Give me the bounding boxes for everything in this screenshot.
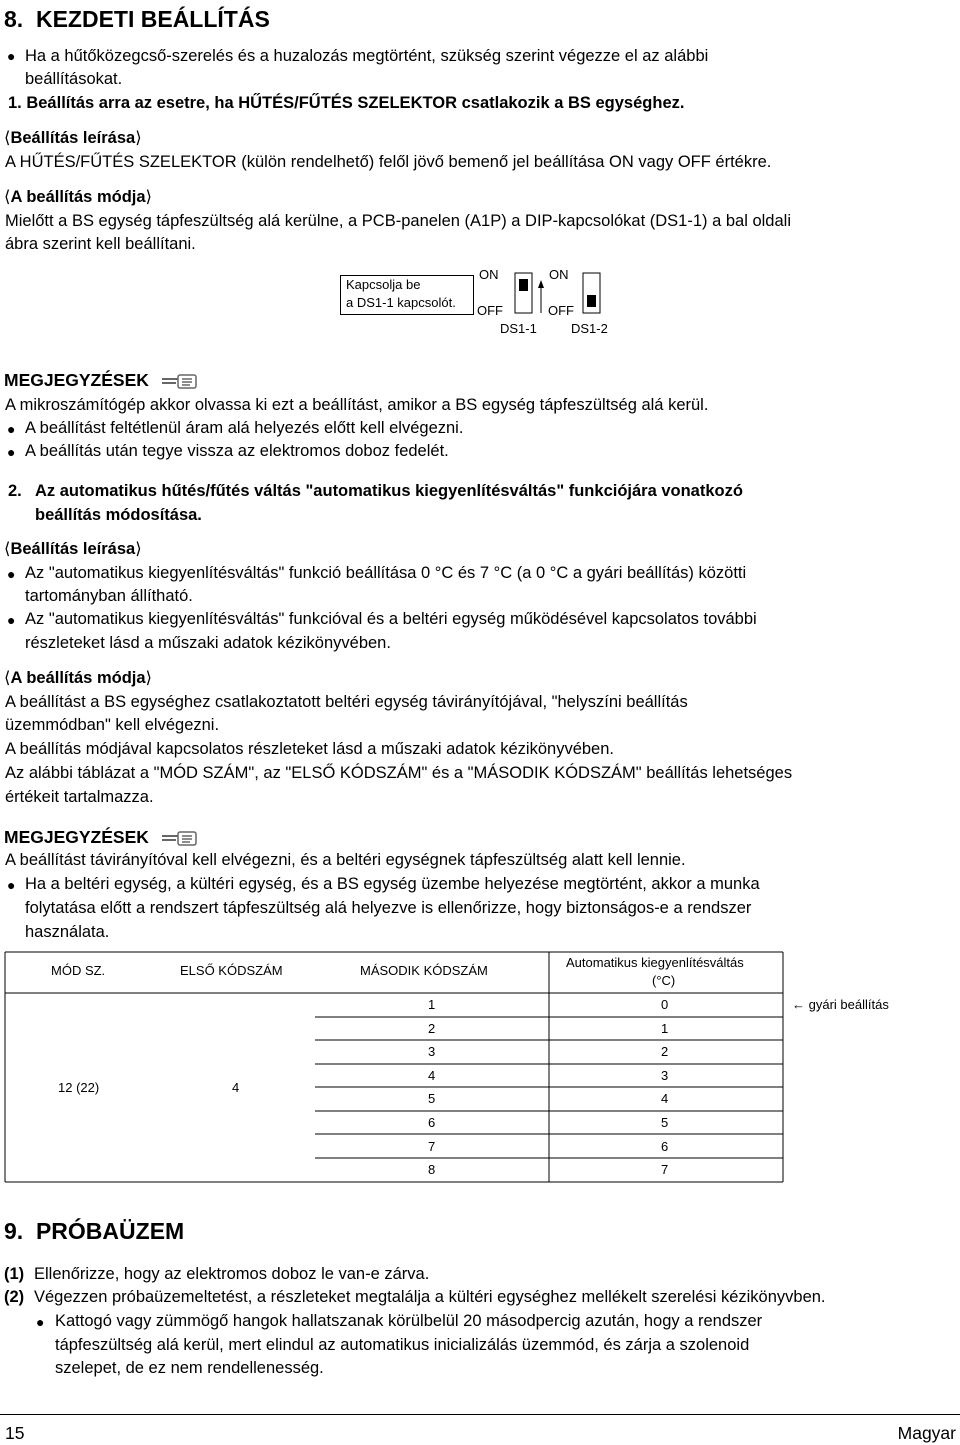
desc-heading-1: ⟨Beállítás leírása⟩ — [4, 129, 142, 147]
factory-setting-label: gyári beállítás — [808, 997, 889, 1012]
note-1-bullet-2: A beállítás után tegye vissza az elektromos doboz fedelét. — [25, 442, 449, 460]
desc-heading-2: ⟨Beállítás leírása⟩ — [4, 540, 142, 558]
desc-2-bullet-1-line2: tartományban állítható. — [25, 587, 193, 605]
footer-page-number: 15 — [5, 1423, 25, 1443]
mode-2-line3: A beállítás módjával kapcsolatos részleteket lásd a műszaki adatok kézikönyvében. — [5, 740, 614, 758]
step-2-bullet-line1: Kattogó vagy zümmögő hangok hallatszanak körülbelül 20 másodpercig azután, hogy a rendszer — [55, 1312, 763, 1330]
table-header-unit: (°C) — [652, 973, 676, 988]
factory-setting-note — [792, 997, 889, 1012]
step-2-bullet-line2: tápfeszültség alá kerül, mert elindul az automatikus inicializálás üzemmód, és zárja a szolenoid — [55, 1336, 750, 1354]
ds1-1-label: DS1-1 — [500, 321, 537, 336]
section-9-number: 9. — [4, 1218, 24, 1244]
desc-2-bullet-1-line1: Az "automatikus kiegyenlítésváltás" funkció beállítása 0 °C és 7 °C (a 0 °C a gyári beállítás) közötti — [25, 564, 747, 582]
table-cell-changeover-value: 1 — [661, 1020, 669, 1036]
table-header-auto-changeover: Automatikus kiegyenlítésváltás — [566, 955, 744, 970]
section-8-heading — [4, 6, 270, 33]
mode-heading-2: ⟨A beállítás módja⟩ — [4, 669, 152, 687]
item-2-number: 2. — [8, 482, 22, 500]
ds1-1-switch-icon — [510, 270, 550, 320]
footer-language: Magyar — [897, 1423, 956, 1443]
section-9-heading — [4, 1218, 184, 1245]
callout-line1: Kapcsolja be — [346, 277, 421, 292]
table-header-second-code: MÁSODIK KÓDSZÁM — [360, 963, 488, 978]
callout-line2: a DS1-1 kapcsolót. — [346, 295, 456, 310]
footer-rule — [0, 1414, 960, 1415]
bullet-dot: ● — [7, 421, 16, 437]
note-hand-icon — [160, 372, 200, 390]
table-cell-changeover-value: 2 — [661, 1044, 669, 1060]
step-1-text: Ellenőrizze, hogy az elektromos doboz le van-e zárva. — [34, 1265, 430, 1283]
arrow-left-icon: ← — [792, 997, 805, 1012]
table-first-code-value: 4 — [232, 1080, 240, 1095]
mode-2-line2: üzemmódban" kell elvégezni. — [5, 716, 220, 734]
intro-text-line2: beállításokat. — [25, 70, 123, 88]
section-8-number: 8. — [4, 6, 24, 32]
step-1-number: (1) — [4, 1265, 25, 1283]
note-1-text: A mikroszámítógép akkor olvassa ki ezt a beállítást, amikor a BS egység tápfeszültség alá kerül. — [5, 396, 709, 414]
table-cell-changeover-value: 6 — [661, 1138, 669, 1154]
item-2-title-line1: Az automatikus hűtés/fűtés váltás "automatikus kiegyenlítésváltás" funkciójára vonatkozó — [35, 482, 743, 500]
desc-text-1: A HŰTÉS/FŰTÉS SZELEKTOR (külön rendelhető) felől jövő bemenő jel beállítása ON vagy OFF értékre. — [5, 153, 772, 171]
bullet-dot: ● — [7, 444, 16, 460]
table-cell-second-code: 3 — [428, 1044, 436, 1060]
bullet-dot: ● — [7, 566, 16, 582]
note-2-heading: MEGJEGYZÉSEK — [4, 825, 200, 849]
bullet-dot: ● — [36, 1314, 45, 1330]
section-9-title: PRÓBAÜZEM — [35, 1218, 185, 1244]
table-cell-second-code: 1 — [428, 997, 436, 1012]
desc-2-bullet-2-line1: Az "automatikus kiegyenlítésváltás" funkcióval és a beltéri egység működésével kapcsolatos további — [25, 610, 757, 628]
table-cell-second-code: 8 — [428, 1162, 436, 1178]
ds1-2-label: DS1-2 — [571, 321, 608, 336]
mode-heading-1: ⟨A beállítás módja⟩ — [4, 188, 152, 206]
bullet-dot: ● — [7, 48, 16, 64]
ds1-1-off-label: OFF — [477, 303, 503, 318]
step-2-bullet-line3: szelepet, de ez nem rendellenesség. — [55, 1359, 324, 1377]
mode-2-line1: A beállítást a BS egységhez csatlakoztatott beltéri egység távirányítójával, "helyszíni beállítás — [5, 693, 688, 711]
item-1-title: 1. Beállítás arra az esetre, ha HŰTÉS/FŰTÉS SZELEKTOR csatlakozik a BS egységhez. — [8, 94, 685, 112]
ds1-2-on-label: ON — [549, 267, 569, 282]
table-cell-second-code: 6 — [428, 1115, 436, 1130]
mode-2-line4: Az alábbi táblázat a "MÓD SZÁM", az "ELSŐ KÓDSZÁM" és a "MÁSODIK KÓDSZÁM" beállítás lehetséges — [5, 764, 793, 782]
table-cell-second-code: 4 — [428, 1067, 436, 1083]
ds1-1-on-label: ON — [479, 267, 499, 282]
step-2-number: (2) — [4, 1288, 25, 1306]
note-1-bullet-1: A beállítást feltétlenül áram alá helyezés előtt kell elvégezni. — [25, 419, 464, 437]
note-2-bullet-line1: Ha a beltéri egység, a kültéri egység, és a BS egység üzembe helyezése megtörtént, akkor a munka — [25, 875, 760, 893]
note-1-heading: MEGJEGYZÉSEK — [4, 368, 200, 392]
mode-text-1-line1: Mielőtt a BS egység tápfeszültség alá kerülne, a PCB-panelen (A1P) a DIP-kapcsolókat (DS1-1) a bal oldali — [5, 212, 791, 230]
table-header-mode: MÓD SZ. — [51, 963, 106, 978]
table-mode-value: 12 (22) — [58, 1080, 100, 1095]
table-cell-changeover-value: 5 — [661, 1115, 669, 1130]
section-8-title: KEZDETI BEÁLLÍTÁS — [35, 6, 270, 32]
table-cell-changeover-value: 3 — [661, 1067, 669, 1083]
bullet-dot: ● — [7, 612, 16, 628]
step-2-text: Végezzen próbaüzemeltetést, a részleteket megtalálja a kültéri egységhez mellékelt szerelési kézikönyvben. — [34, 1288, 826, 1306]
table-cell-second-code: 2 — [428, 1020, 436, 1036]
intro-text-line1: Ha a hűtőközegcső-szerelés és a huzalozás megtörtént, szükség szerint végezze el az alábbi — [25, 47, 709, 65]
table-cell-second-code: 7 — [428, 1138, 436, 1154]
note-2-text: A beállítást távirányítóval kell elvégezni, és a beltéri egységnek tápfeszültség alatt kell lennie. — [5, 851, 686, 869]
mode-text-1-line2: ábra szerint kell beállítani. — [5, 235, 196, 253]
table-cell-changeover-value: 7 — [661, 1162, 669, 1178]
note-2-bullet-line3: használata. — [25, 923, 110, 941]
note-2-bullet-line2: folytatása előtt a rendszert tápfeszültség alá helyezve is ellenőrizze, hogy biztonságos-e a rendszer — [25, 899, 752, 917]
ds1-2-switch-icon — [578, 270, 608, 320]
note-hand-icon — [160, 829, 200, 847]
table-cell-changeover-value: 4 — [661, 1091, 669, 1107]
table-cell-changeover-value: 0 — [661, 997, 669, 1012]
ds1-2-off-label: OFF — [548, 303, 574, 318]
table-header-first-code: ELSŐ KÓDSZÁM — [180, 963, 283, 978]
item-2-title-line2: beállítás módosítása. — [35, 506, 202, 524]
bullet-dot: ● — [7, 877, 16, 893]
table-cell-second-code: 5 — [428, 1091, 436, 1107]
desc-2-bullet-2-line2: részleteket lásd a műszaki adatok kézikönyvében. — [25, 634, 391, 652]
mode-2-line5: értékeit tartalmazza. — [5, 788, 154, 806]
